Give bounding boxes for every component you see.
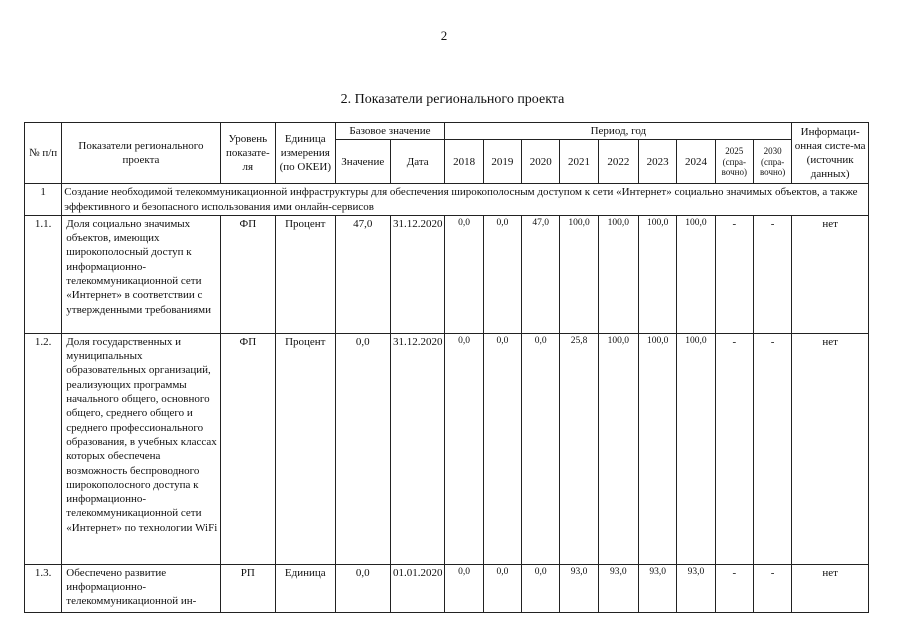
header-year: 2020 bbox=[522, 140, 560, 184]
row-year-value: 100,0 bbox=[598, 333, 638, 564]
row-base-value: 47,0 bbox=[335, 215, 390, 333]
row-year-value: 0,0 bbox=[445, 215, 483, 333]
row-year-value: 25,8 bbox=[560, 333, 598, 564]
row-base-date: 31.12.2020 bbox=[390, 215, 444, 333]
row-year-value: 0,0 bbox=[522, 333, 560, 564]
row-2025-value: - bbox=[715, 215, 753, 333]
row-year-value: 93,0 bbox=[598, 564, 638, 612]
row-year-value: 100,0 bbox=[677, 333, 715, 564]
section-row bbox=[25, 184, 869, 216]
row-num: 1.1. bbox=[25, 215, 62, 333]
row-2025-value: - bbox=[715, 564, 753, 612]
row-year-value: 93,0 bbox=[677, 564, 715, 612]
indicators-table bbox=[24, 122, 869, 613]
row-num: 1.2. bbox=[25, 333, 62, 564]
table-row bbox=[25, 564, 869, 612]
table-row bbox=[25, 215, 869, 333]
header-year: 2021 bbox=[560, 140, 598, 184]
row-info-system: нет bbox=[792, 333, 869, 564]
header-year: 2018 bbox=[445, 140, 483, 184]
row-num: 1.3. bbox=[25, 564, 62, 612]
row-2030-value: - bbox=[753, 564, 791, 612]
header-year: 2022 bbox=[598, 140, 638, 184]
row-year-value: 0,0 bbox=[483, 215, 521, 333]
row-unit: Процент bbox=[276, 333, 335, 564]
row-level: ФП bbox=[220, 215, 275, 333]
row-year-value: 47,0 bbox=[522, 215, 560, 333]
header-base-value: Значение bbox=[335, 140, 390, 184]
header-year: 2019 bbox=[483, 140, 521, 184]
row-unit: Процент bbox=[276, 215, 335, 333]
row-year-value: 93,0 bbox=[560, 564, 598, 612]
header-unit: Единица измерения (по ОКЕИ) bbox=[276, 123, 335, 184]
row-base-value: 0,0 bbox=[335, 564, 390, 612]
row-indicator-name: Доля государственных и муниципальных образовательных организаций, реализующих программы начального общего, основного общего, среднего общего и среднего профессионального образования, в учебных классах которых обеспечена возможность беспроводного широкополосного доступа к информационно-телекоммуникационной сети «Интернет» по технологии WiFi bbox=[62, 333, 220, 564]
row-level: РП bbox=[220, 564, 275, 612]
row-year-value: 0,0 bbox=[483, 333, 521, 564]
header-indicator: Показатели регионального проекта bbox=[62, 123, 220, 184]
row-2025-value: - bbox=[715, 333, 753, 564]
header-info-system: Информаци-онная систе-ма (источник данных) bbox=[792, 123, 869, 184]
row-info-system: нет bbox=[792, 215, 869, 333]
row-base-date: 31.12.2020 bbox=[390, 333, 444, 564]
header-row-1 bbox=[25, 123, 869, 140]
header-year-2030: 2030 (спра-вочно) bbox=[753, 140, 791, 184]
header-year: 2023 bbox=[639, 140, 677, 184]
header-num: № п/п bbox=[25, 123, 62, 184]
row-2030-value: - bbox=[753, 333, 791, 564]
section-num: 1 bbox=[25, 184, 62, 216]
header-base-date: Дата bbox=[390, 140, 444, 184]
page-number: 2 bbox=[440, 28, 448, 43]
row-base-value: 0,0 bbox=[335, 333, 390, 564]
header-period: Период, год bbox=[445, 123, 792, 140]
row-year-value: 0,0 bbox=[522, 564, 560, 612]
row-2030-value: - bbox=[753, 215, 791, 333]
row-indicator-name: Доля социально значимых объектов, имеющих широкополосный доступ к информационно-телекоммуникационной сети «Интернет» в соответствии с утвержденными требованиями bbox=[62, 215, 220, 333]
row-indicator-name: Обеспечено развитие информационно-телекоммуникационной ин- bbox=[62, 564, 220, 612]
header-level: Уровень показате-ля bbox=[220, 123, 275, 184]
header-year: 2024 bbox=[677, 140, 715, 184]
row-year-value: 100,0 bbox=[560, 215, 598, 333]
page-title: 2. Показатели регионального проекта bbox=[340, 92, 565, 107]
table-row bbox=[25, 333, 869, 564]
row-year-value: 0,0 bbox=[445, 564, 483, 612]
row-year-value: 0,0 bbox=[483, 564, 521, 612]
row-year-value: 100,0 bbox=[639, 333, 677, 564]
row-year-value: 100,0 bbox=[677, 215, 715, 333]
section-title: Создание необходимой телекоммуникационной инфраструктуры для обеспечения широкополосным доступом к сети «Интернет» социально значимых объектов, а также эффективного и безопасного использования ими онлайн-сервисов bbox=[62, 184, 869, 216]
row-year-value: 100,0 bbox=[598, 215, 638, 333]
row-year-value: 0,0 bbox=[445, 333, 483, 564]
row-base-date: 01.01.2020 bbox=[390, 564, 444, 612]
row-level: ФП bbox=[220, 333, 275, 564]
header-base: Базовое значение bbox=[335, 123, 445, 140]
row-year-value: 100,0 bbox=[639, 215, 677, 333]
row-year-value: 93,0 bbox=[639, 564, 677, 612]
row-info-system: нет bbox=[792, 564, 869, 612]
row-unit: Единица bbox=[276, 564, 335, 612]
header-year-2025: 2025 (спра-вочно) bbox=[715, 140, 753, 184]
